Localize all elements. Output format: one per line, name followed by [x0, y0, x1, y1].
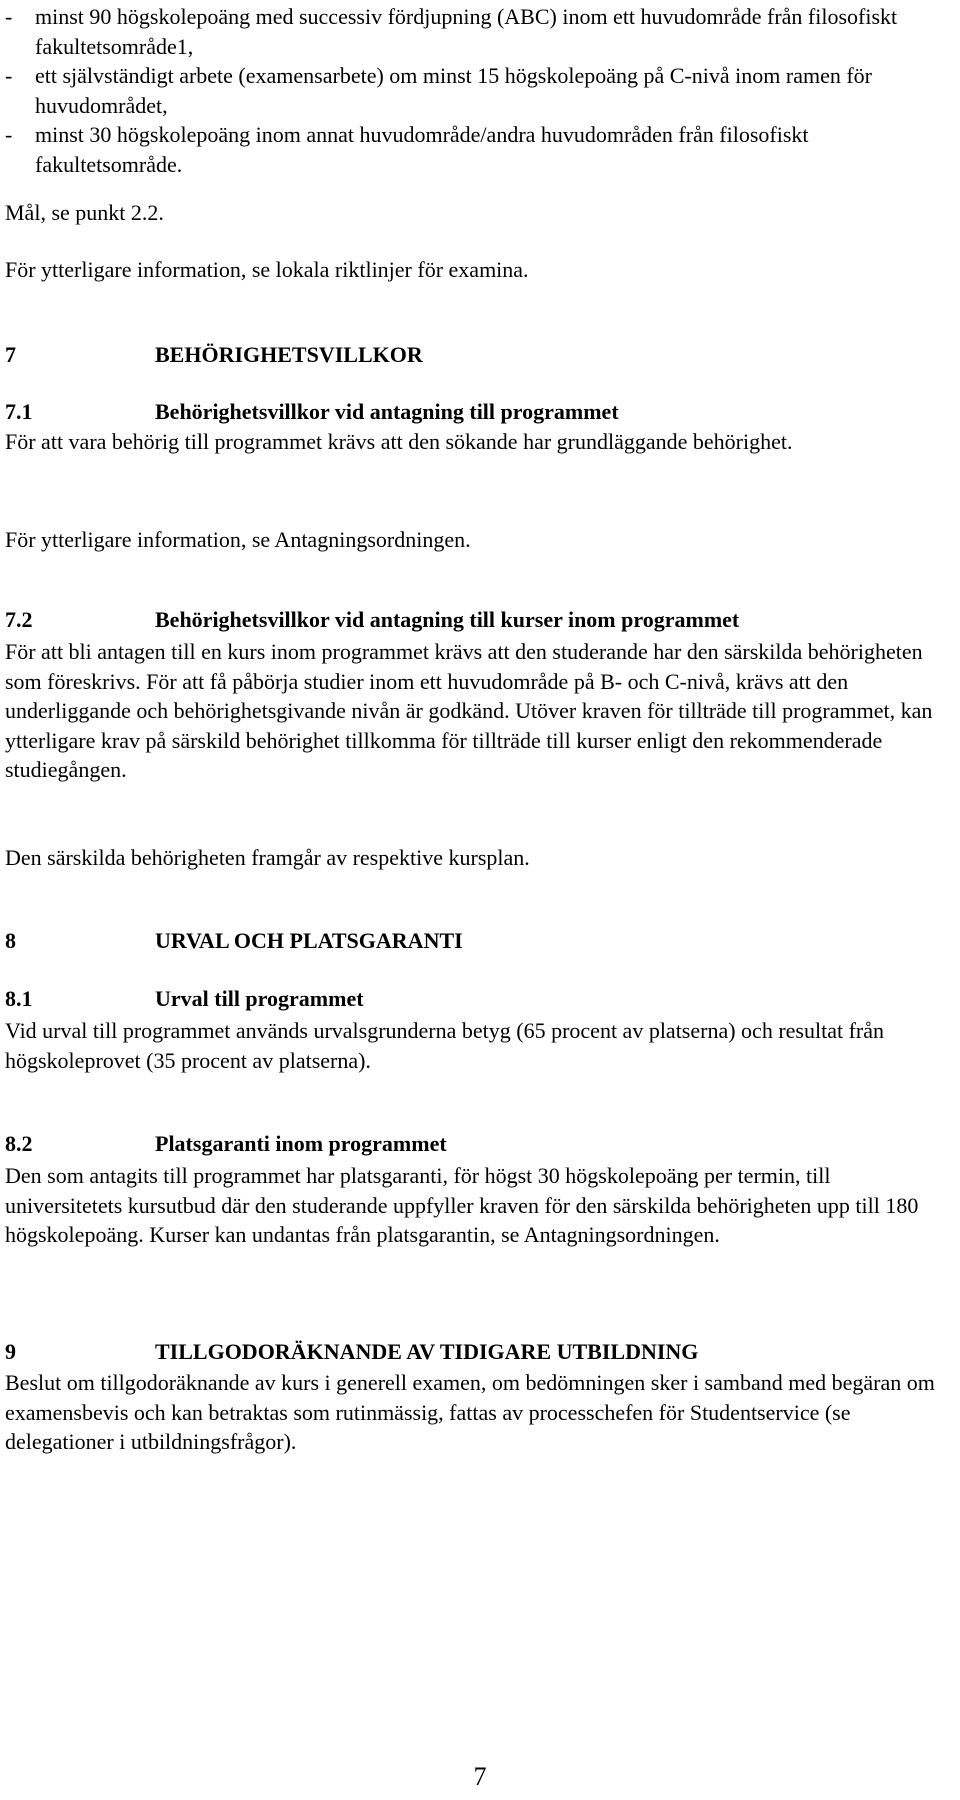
section-title: BEHÖRIGHETSVILLKOR [155, 342, 423, 367]
bullet-dash: - [5, 63, 13, 88]
list-item [5, 2, 950, 61]
section-8-1-body: Vid urval till programmet används urvalsgrunderna betyg (65 procent av platserna) och resultat från högskoleprovet (35 procent av platserna). [5, 1018, 884, 1073]
bullet-dash: - [5, 4, 13, 29]
page-number: 7 [473, 1762, 487, 1791]
section-9-body: Beslut om tillgodoräknande av kurs i generell examen, om bedömningen sker i samband med begäran om examensbevis och kan betraktas som rutinmässig, fattas av processchefen för Studentservice (se delegationer i utbildningsfrågor). [5, 1370, 935, 1454]
section-number: 7 [5, 342, 16, 367]
section-8-1-heading [5, 984, 950, 1014]
section-7-2-info: Den särskilda behörigheten framgår av respektive kursplan. [5, 845, 530, 870]
section-8-heading [5, 926, 950, 956]
section-7-1-heading [5, 397, 950, 427]
list-item-text: minst 30 högskolepoäng inom annat huvudområde/andra huvudområden från filosofiskt fakultetsområde. [35, 122, 809, 177]
section-number: 7.2 [5, 607, 33, 632]
section-7-1-info: För ytterligare information, se Antagningsordningen. [5, 527, 471, 552]
list-item-text: ett självständigt arbete (examensarbete) om minst 15 högskolepoäng på C-nivå inom ramen för huvudområdet, [35, 63, 872, 118]
section-8-2-body: Den som antagits till programmet har platsgaranti, för högst 30 högskolepoäng per termin, till universitetets kursutbud där den studerande uppfyller kraven för den särskilda behörigheten upp till 180 högskolepoäng. Kurser kan undantas från platsgarantin, se Antagningsordningen. [5, 1163, 919, 1247]
exam-info-paragraph: För ytterligare information, se lokala riktlinjer för examina. [5, 257, 529, 282]
section-number: 8.2 [5, 1131, 33, 1156]
list-item [5, 120, 950, 179]
section-7-2-heading [5, 605, 950, 635]
section-title: URVAL OCH PLATSGARANTI [155, 928, 463, 953]
section-number: 8.1 [5, 986, 33, 1011]
section-7-heading [5, 340, 950, 370]
section-title: Behörighetsvillkor vid antagning till programmet [155, 399, 619, 424]
requirements-list [5, 2, 950, 179]
section-7-1-body: För att vara behörig till programmet krävs att den sökande har grundläggande behörighet. [5, 429, 793, 454]
section-title: Platsgaranti inom programmet [155, 1131, 447, 1156]
bullet-dash: - [5, 122, 13, 147]
section-number: 8 [5, 928, 16, 953]
section-9-heading [5, 1337, 950, 1367]
list-item-text: minst 90 högskolepoäng med successiv fördjupning (ABC) inom ett huvudområde från filosofiskt fakultetsområde1, [35, 4, 898, 59]
section-number: 7.1 [5, 399, 33, 424]
section-8-2-heading [5, 1129, 950, 1159]
section-7-2-body: För att bli antagen till en kurs inom programmet krävs att den studerande har den särskilda behörigheten som föreskrivs. För att få påbörja studier inom ett huvudområde på B- och C-nivå, krävs att den underliggande och behörighetsgivande nivån är godkänd. Utöver kraven för tillträde till programmet, kan ytterligare krav på särskild behörighet tillkomma för tillträde till kurser enligt den rekommenderade studiegången. [5, 639, 933, 782]
section-title: Behörighetsvillkor vid antagning till kurser inom programmet [155, 607, 740, 632]
goal-reference: Mål, se punkt 2.2. [5, 200, 164, 225]
section-number: 9 [5, 1339, 16, 1364]
section-title: Urval till programmet [155, 986, 364, 1011]
list-item [5, 61, 950, 120]
section-title: TILLGODORÄKNANDE AV TIDIGARE UTBILDNING [155, 1339, 699, 1364]
